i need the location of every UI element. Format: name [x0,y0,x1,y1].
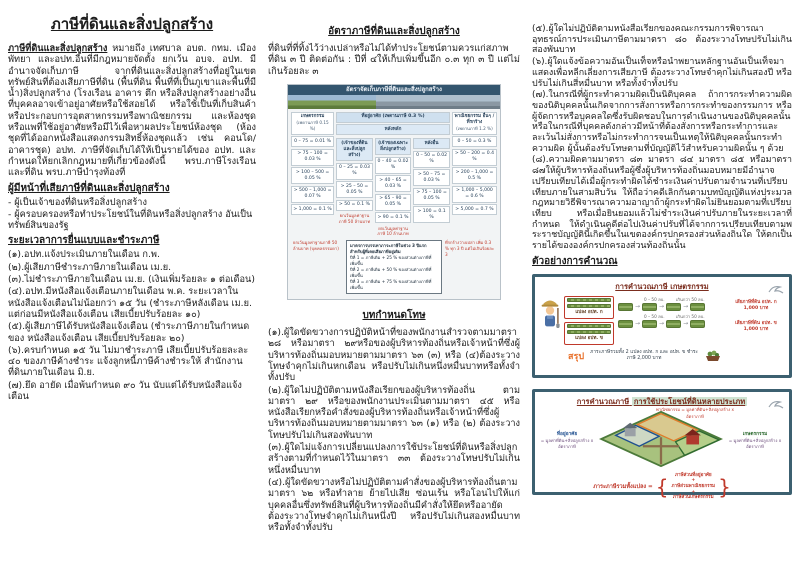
result-a: เสียภาษีที่ดิน อปท. ก 1,000 บาท [735,299,777,311]
rate-table-body [288,109,500,299]
agri-header-cap: (เพดานภาษี 0.15 %) [296,120,329,132]
arrow-icon: → [659,303,665,311]
rate-col-home-building [375,138,412,237]
field-plot-icon [666,320,681,328]
city-photo [376,95,500,109]
calc-flow [618,296,724,330]
field-plot-icon [690,303,705,311]
formula-line: ภาษีส่วนที่อยู่อาศัย [674,472,712,478]
formula-line: + [691,478,696,484]
rate-heading: อัตราภาษีที่ดินและสิ่งปลูกสร้าง [328,26,460,37]
field-strip-icon [567,330,611,334]
rate-cell: > 500 – 1,000 = 0.07 % [291,186,334,203]
relief-line: ปีที่ 2 = ภาษีเดิม + 50 % ของส่วนต่างภาษีที่เพิ่มขึ้น [350,267,432,279]
arrow-icon: → [683,320,689,328]
calc-mixed-title-2: การใช้ประโยชน์ที่ดินหลายประเภท [633,396,746,406]
rate-table-notes [291,240,497,297]
calc-agriculture-title: การคำนวณภาษี เกษตรกรรม [615,281,709,291]
rate-cell: > 65 – 90 = 0.05 % [375,194,412,211]
home-building-header: (เจ้าของเฉพาะสิ่งปลูกสร้าง) [375,138,412,155]
column-left [8,6,256,533]
home-owner-note: ยกเว้นมูลค่าฐานภาษี 50 ล้านบาท [338,213,371,224]
rate-cell: > 1,000 – 5,000 = 0.6 % [452,186,497,203]
tax-relief-note-box [346,240,442,294]
penalty-heading: บทกำหนดโทษ [362,310,426,322]
home-building-note: ยกเว้นมูลค่าฐานภาษี 10 ล้านบาท [377,225,409,237]
column-right [532,6,792,533]
field-plot-icon [642,320,657,328]
range-label: 0 – 50 ลบ. [644,296,665,302]
other-header [452,112,497,135]
penalty-item: (๗).ในกรณีที่ผู้กระทำความผิดเป็นนิติบุคคล ถ้าการกระทำความผิดของนิติบุคคลนั้นเกิดจากการสั่งการหรือการกระทำของกรรมการ หรือผู้จัดการหรือบุคคลใดซึ่งรับผิดชอบในการดำเนินงานของนิติบุคคลนั้น หรือในกรณีที่บุคคลดังกล่าวมีหน้าที่ต้องสั่งการหรือกระทำการและละเว้นไม่สั่งการหรือไม่กระทำการจนเป็นเหตุให้นิติบุคคลนั้นกระทำความผิด ผู้นั้นต้องรับโทษตามที่บัญญัติไว้สำหรับความผิดนั้น ๆ ด้วย [532,90,792,154]
org-logo-icon [768,280,784,299]
rate-cell: > 25 – 50 = 0.05 % [336,181,373,198]
duty-item: - ผู้ครอบครองหรือทำประโยชน์ในที่ดินหรือสิ่งปลูกสร้าง อันเป็นทรัพย์สินของรัฐ [8,208,253,232]
plot-b-label: แปลง อปท. ข [575,336,603,342]
formula-line: + [691,489,696,495]
rate-cell: > 40 – 65 = 0.03 % [375,175,412,192]
schedule-item: (๑).อปท.แจ้งประเมินภายในเดือน ก.พ. [8,249,160,261]
penalty-item: (๓).ผู้ใดไม่แจ้งการเปลี่ยนแปลงการใช้ประโยชน์ที่ดินหรือสิ่งปลูกสร้างตามที่กำหนดไว้ในมาตรา ๓๓ ต้องระวางโทษปรับไม่เกินหนึ่งหมื่นบาท [268,442,520,476]
field-plot-icon [690,320,705,328]
total-formula-label: ภาระภาษีรวมทั้งแปลง = [593,483,653,490]
field-plot-icon [666,303,681,311]
plot-boxes [564,296,614,345]
home-label: ที่อยู่อาศัย [556,432,578,438]
rate-cell: > 50 – 75 = 0.03 % [413,169,450,186]
schedule-item: (๖).ครบกำหนด ๑๕ วัน ไม่มาชำระภาษี เสียเบี้ยปรับร้อยละละ ๔๐ ของภาษีค้างชำระ แจ้งลูกหนี้ภาษีค้างชำระให้ สำนักงานที่ดินภายในเดือน มิ.ย. [8,344,249,379]
schedule-list [8,249,256,402]
rate-cell: > 75 – 100 = 0.03 % [291,149,334,166]
range-label: เกินกว่า 50 ลบ. [676,313,705,319]
penalty-item: (๑).ผู้ใดขัดขวางการปฏิบัติหน้าที่ของพนักงานสำรวจตามมาตรา ๒๘ หรือมาตรา ๒๙หรือของผู้บริหารท้องถิ่นหรือเจ้าหน้าที่ซึ่งผู้บริหารท้องถิ่นมอบหมายตามมาตรา ๖๓ (๓) หรือ (๔)ต้องระวางโทษจำคุกไม่เกินหกเดือน หรือปรับไม่เกินหนึ่งหมื่นบาทหรือทั้งจำทั้งปรับ [268,327,520,384]
penalty-item: (๖).ผู้ใดแจ้งข้อความอันเป็นเท็จหรือนำพยานหลักฐานอันเป็นเท็จมาแสดงเพื่อหลีกเลี่ยงการเสียภาษี ต้องระวางโทษจำคุกไม่เกินสองปี หรือปรับไม่เกินสี่หมื่นบาท หรือทั้งจำทั้งปรับ [532,57,792,89]
rate-table [291,112,497,237]
penalty-item: (๕).ผู้ใดไม่ปฏิบัติตามหนังสือเรียกของคณะกรรมการพิจารณาอุทธรณ์การประเมินภาษีตามมาตรา ๘๐ ต้องระวางโทษปรับไม่เกินสองพันบาท [532,24,792,56]
open-brace: { [655,474,669,499]
field-plot-icon [618,320,633,328]
calc-agriculture-infographic [532,274,792,378]
vegetable-basket-icon [704,347,722,366]
column-middle [268,6,520,533]
relief-line: มาตรการบรรเทาภาระภาษีในช่วง 3 ปีแรก สำหรับผู้ที่เคยเสียภาษีอยู่เดิม [350,243,427,255]
formula-lines [671,473,715,501]
plot-a-label: แปลง อปท. ก [575,310,603,316]
rate-paragraph: ที่ดินที่ที่ทิ้งไว้ว่างเปล่าหรือไม่ได้ทำประโยชน์ตามควรแก่สภาพที่ดิน ๓ ปี ติดต่อกัน : ปีที่ ๔ให้เก็บเพิ่มขึ้นอีก ๐.๓ ทุก ๓ ปี แต่ไม่เกินร้อยละ ๓ [268,43,520,77]
rate-card-title: อัตราจัดเก็บภาษีที่ดินและสิ่งปลูกสร้าง [288,85,500,95]
field-strip-icon [567,304,611,308]
calc-agriculture-body [540,296,784,345]
rate-cell: 0 – 40 = 0.02 % [375,157,412,174]
rate-cell: > 50 – 200 = 0.4 % [452,149,497,166]
arrow-icon: → [635,320,641,328]
field-strip-icon [567,298,611,302]
duty-heading: ผู้มีหน้าที่เสียภาษีที่ดินและสิ่งปลูกสร้าง [8,182,170,194]
org-logo-icon [768,395,784,414]
rate-table-infographic [287,84,501,300]
agri-header [291,112,334,135]
page-title: ภาษีที่ดินและสิ่งปลูกสร้าง [50,15,214,33]
rate-cell: > 1,000 = 0.1 % [291,204,334,215]
schedule-item: (๒).ผู้เสียภาษีชำระภาษีภายในเดือน เม.ย. [8,261,172,273]
schedule-heading: ระยะเวลาการยื่นแบบและชำระภาษี [8,235,160,247]
formula-line: ภาษีส่วนพาณิชยกรรม [671,483,716,489]
rate-cell: > 100 = 0.1 % [413,206,450,223]
result-b: เสียภาษีที่ดิน อปท. ข 1,000 บาท [735,320,777,332]
residential-subcolumns [336,138,450,237]
residential-group-header: ที่อยู่อาศัย (เพดานภาษี 0.3 %) [336,112,450,123]
formula-line: ภาษีส่วนเกษตรกรรม [672,495,714,501]
home-other-header: หลังอื่น [413,138,450,149]
plot-a-box [564,296,614,319]
intro-paragraph [8,43,256,179]
arrow-icon: → [659,320,665,328]
summary-text: ภาระภาษีรวมทั้ง 2 แปลง อปท. ก และ อปท. ข ชำระภาษี 2,000 บาท [590,349,698,362]
field-plot-icon [618,303,633,311]
duty-item: - ผู้เป็นเจ้าของที่ดินหรือสิ่งปลูกสร้าง [8,196,147,208]
rate-col-other [452,112,497,216]
rate-cell: 0 – 50 = 0.02 % [413,151,450,168]
calc-summary [540,347,784,366]
arrow-icon: → [683,303,689,311]
rate-cell: > 50 = 0.1 % [336,200,373,211]
calc-mixed-title-1: การคำนวณภาษี [576,396,630,406]
rate-col-home-owner [336,138,373,237]
schedule-item: (๓).ไม่ชำระภาษีภายในเดือน เม.ย. (เงินเพิ่มร้อยละ ๑ ต่อเดือน) [8,274,255,286]
agri-side-note [728,432,782,449]
relief-line: ปีที่ 1 = ภาษีเดิม + 25 % ของส่วนต่างภาษีที่เพิ่มขึ้น [350,255,432,267]
calc-mixed-use-infographic [532,389,792,501]
agriculture-exemption-note: ยกเว้นมูลค่าฐานภาษี 50 ล้านบาท (บุคคลธรรมดา) [293,240,339,251]
rate-cell: 0 – 25 = 0.03 % [336,163,373,180]
range-label: เกินกว่า 50 ลบ. [676,296,705,302]
rate-cell: > 75 – 100 = 0.05 % [413,188,450,205]
duty-list [8,197,256,232]
total-formula [540,473,784,501]
residential-main-subheader: หลังหลัก [336,124,450,135]
home-formula: = มูลค่าที่ดิน+สิ่งปลูกสร้าง x อัตราภาษี [540,437,594,449]
plot-b-box [564,322,614,345]
agri-formula: = มูลค่าที่ดิน+สิ่งปลูกสร้าง x อัตราภาษี [728,437,782,449]
relief-line: ปีที่ 3 = ภาษีเดิม + 75 % ของส่วนต่างภาษีที่เพิ่มขึ้น [350,279,432,291]
agri-header-label: เกษตรกรรม [300,114,325,120]
summary-label: สรุป [568,352,585,363]
rate-cell: > 200 – 1,000 = 0.5 % [452,167,497,184]
commerce-label: พาณิชยกรรม = มูลค่าที่ดิน+สิ่งปลูกสร้าง x อัตราภาษี [656,406,734,419]
rate-col-agriculture [291,112,334,216]
rate-cell: > 5,000 = 0.7 % [452,204,497,215]
schedule-item: (๗).ยึด อายัด เมื่อพ้นกำหนด ๙๐ วัน นับแต่ได้รับหนังสือแจ้งเตือน [8,379,242,403]
rate-cell: > 90 = 0.1 % [375,212,412,223]
home-side-note [540,432,594,449]
rate-card-photo-strip [288,95,500,109]
rate-col-home-other [413,138,450,237]
other-header-cap: (เพดานภาษี 1.2 %) [456,126,493,132]
agri-label: เกษตรกรรม [742,432,768,438]
field-strip-icon [567,324,611,328]
example-heading: ตัวอย่างการคำนวณ [532,255,618,267]
close-brace: } [718,474,731,499]
rate-cell: > 100 – 500 = 0.05 % [291,167,334,184]
field-photo [288,95,376,109]
calc-results [728,296,784,333]
penalty-item: (๒).ผู้ใดไม่ปฏิบัติตามหนังสือเรียกของผู้บริหารท้องถิ่น ตามมาตรา ๒๙ หรือของพนักงานประเมินตามมาตรา ๔๕ หรือหนังสือเรียกหรือคำสั่งของผู้บริหารท้องถิ่นหรือเจ้าหน้าที่ซึ่งผู้บริหารท้องถิ่นมอบหมายตามมาตรา ๖๓ (๑) หรือ (๒) ต้องระวางโทษปรับไม่เกินสองพันบาท [268,384,520,441]
penalty-item: (๔).ผู้ใดขัดขวางหรือไม่ปฏิบัติตามคำสั่งของผู้บริหารท้องถิ่นตามมาตรา ๖๒ หรือทำลาย ย้ายไปเสีย ซ่อนเร้น หรือโอนไปให้แก่บุคคลอื่นซึ่งทรัพย์สินที่ผู้บริหารท้องถิ่นมีคำสั่งให้ยึดหรืออายัด ต้องระวางโทษจำคุกไม่เกินหนึ่งปี หรือปรับไม่เกินสองหมื่นบาท หรือทั้งจำทั้งปรับ [268,476,520,534]
range-label: 0 – 50 ลบ. [644,313,665,319]
other-header-label: พาณิชยกรรม อื่นๆ /ที่รกร้าง [454,114,495,126]
vacant-land-note: ที่รกร้างว่างเปล่า เพิ่ม 0.3 % ทุก 3 ปี แต่ไม่เกินร้อยละ 3 [445,240,495,257]
rate-cell: 0 – 75 = 0.01 % [291,136,334,147]
intro-text: หมายถึง เทศบาล อบต. กทม. เมืองพัทยา และอปท.อื่นที่มีกฎหมายจัดตั้ง ยกเว้น อบจ. อปท. มีอำนาจจัดเก็บภาษี จากที่ดินและสิ่งปลูกสร้างที่อยู่ในเขตทรัพย์สินที่ต้องเสียภาษีที่ดิน (พื้นที่ดิน พื้นที่ที่เป็นภูเขาและพื้นที่มีน้ำ)สิ่งปลูกสร้าง (โรงเรือน อาคาร ตึก หรือสิ่งปลูกสร้างอย่างอื่นที่บุคคลอาจเข้าอยู่อาศัยหรือใช้สอยได้ หรือใช้เป็นที่เก็บสินค้าหรือประกอบการอุตสาหกรรมหรือพาณิชยกรรม และห้องชุดหรือแพที่ใช้อยู่อาศัยหรือมีไว้เพื่อหาผลประโยชน์ห้องชุด (ห้องชุดที่ได้ออกหนังสือแสดงกรรมสิทธิ์ห้องชุดแล้ว เช่น คอนโด/อาคารชุด) อปท. ภาษีที่จัดเก็บได้ให้เป็นรายได้ของ อปท. และกำหนดให้ยกเลิกกฎหมายที่เกี่ยวข้องดังนี้ พรบ.ภาษีโรงเรือนและที่ดิน พรบ.ภาษีบำรุงท้องที่ [8,43,256,179]
schedule-item: (๕).ผู้เสียภาษีได้รับหนังสือแจ้งเตือน (ชำระภาษีภายในกำหนดของ หนังสือแจ้งเตือน เสียเบี้ยปรับร้อยละ ๒๐) [8,321,250,344]
home-owner-header: (เจ้าของที่ดินและสิ่งปลูกสร้าง) [336,138,373,161]
schedule-item: (๔).อปท.มีหนังสือแจ้งเตือนภายในเดือน พ.ค. ระยะเวลาในหนังสือแจ้งเตือนไม่น้อยกว่า ๑๕ วัน (ชำระภาษีหลังเดือน เม.ย. แต่ก่อนมีหนังสือแจ้งเตือน เสียเบี้ยปรับร้อยละ ๑๐) [8,286,252,320]
farmer-icon [540,296,560,334]
flow-row-a [618,296,724,311]
rate-group-residential [336,112,450,237]
rate-cell: 0 – 50 = 0.3 % [452,136,497,147]
field-plot-icon [642,303,657,311]
intro-lead: ภาษีที่ดินและสิ่งปลูกสร้าง [8,43,108,54]
arrow-icon: → [635,303,641,311]
penalty-item: (๘).ความผิดตามมาตรา ๘๓ มาตรา ๘๔ มาตรา ๘๕ หรือมาตรา ๘๗ให้ผู้บริหารท้องถิ่นหรือผู้ซึ่งผู้บริหารท้องถิ่นมอบหมายมีอำนาจเปรียบเทียบได้เมื่อผู้กระทำผิดได้ชำระเงินค่าปรับตามจำนวนที่เปรียบเทียบภายในสามสิบวัน ให้ถือว่าคดีเลิกกันตามบทบัญญัติแห่งประมวลกฎหมายวิธีพิจารณาความอาญาถ้าผู้กระทำผิดไม่ยินยอมตามที่เปรียบเทียบ หรือเมื่อยินยอมแล้วไม่ชำระเงินค่าปรับภายในระยะเวลาที่กำหนด ให้ดำเนินคดีต่อไปเงินค่าปรับที่ได้จากการเปรียบเทียบตามพระราชบัญญัตินี้เกิดขึ้นในเขตองค์กรปกครองส่วนท้องถิ่นใด ให้ตกเป็นรายได้ขององค์กรปกครองส่วนท้องถิ่นนั้น [532,155,792,252]
flow-row-b [618,313,724,328]
